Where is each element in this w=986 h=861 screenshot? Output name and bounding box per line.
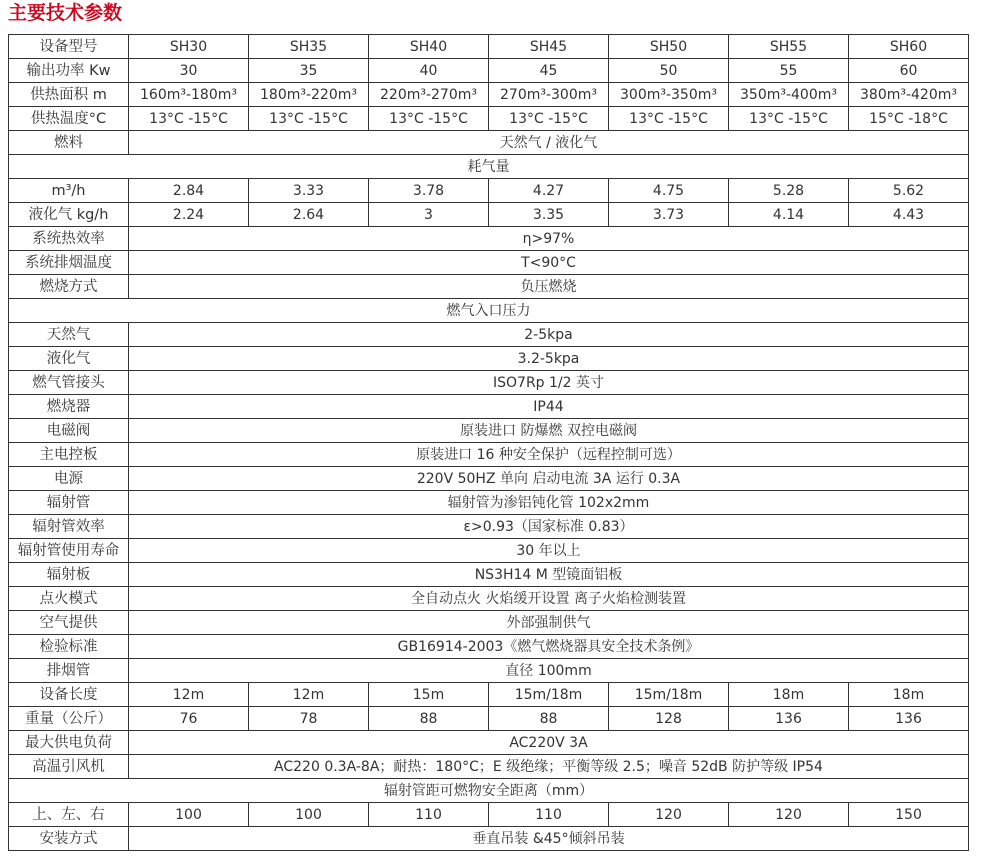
table-row [9,323,969,347]
row-value: 2-5kpa [129,323,969,347]
table-row [9,35,969,59]
table-cell: SH55 [729,35,849,59]
table-cell: 160m³-180m³ [129,83,249,107]
table-cell: 78 [249,707,369,731]
table-cell: 3.35 [489,203,609,227]
row-label: 最大供电负荷 [9,731,129,755]
row-value: 30 年以上 [129,539,969,563]
table-cell: 50 [609,59,729,83]
row-value: 原装进口 16 种安全保护（远程控制可选） [129,443,969,467]
table-row [9,563,969,587]
row-value: AC220 0.3A-8A；耐热：180°C；E 级绝缘；平衡等级 2.5；噪音 52dB 防护等级 IP54 [129,755,969,779]
row-value: 原装进口 防爆燃 双控电磁阀 [129,419,969,443]
row-label: 辐射板 [9,563,129,587]
table-cell: 110 [489,803,609,827]
table-cell: 3.73 [609,203,729,227]
table-row [9,659,969,683]
section-header: 耗气量 [9,155,969,179]
row-value: IP44 [129,395,969,419]
table-cell: 2.64 [249,203,369,227]
row-label: 主电控板 [9,443,129,467]
table-cell: 35 [249,59,369,83]
table-cell: SH40 [369,35,489,59]
table-row [9,419,969,443]
table-cell: 350m³-400m³ [729,83,849,107]
table-row [9,539,969,563]
table-cell: 88 [369,707,489,731]
row-value: ε>0.93（国家标准 0.83） [129,515,969,539]
row-label: 电源 [9,467,129,491]
row-value: AC220V 3A [129,731,969,755]
row-label: 点火模式 [9,587,129,611]
row-label: 电磁阀 [9,419,129,443]
table-cell: 136 [729,707,849,731]
table-row [9,515,969,539]
row-label: 系统热效率 [9,227,129,251]
table-cell: 4.43 [849,203,969,227]
row-label: m³/h [9,179,129,203]
table-row [9,635,969,659]
table-row [9,803,969,827]
table-row [9,707,969,731]
row-value: 3.2-5kpa [129,347,969,371]
table-cell: 15m [369,683,489,707]
table-cell: 40 [369,59,489,83]
section-header: 辐射管距可燃物安全距离（mm） [9,779,969,803]
table-row [9,347,969,371]
table-cell: 5.62 [849,179,969,203]
table-row [9,395,969,419]
row-value: 天然气 / 液化气 [129,131,969,155]
row-label: 燃气管接头 [9,371,129,395]
row-value: ISO7Rp 1/2 英寸 [129,371,969,395]
row-label: 高温引风机 [9,755,129,779]
row-value: 直径 100mm [129,659,969,683]
row-label: 重量（公斤） [9,707,129,731]
table-cell: 12m [249,683,369,707]
row-label: 燃烧方式 [9,275,129,299]
row-label: 燃料 [9,131,129,155]
table-cell: SH50 [609,35,729,59]
table-cell: 18m [729,683,849,707]
page-title: 主要技术参数 [8,2,123,24]
row-label: 天然气 [9,323,129,347]
table-cell: 120 [729,803,849,827]
row-label: 设备型号 [9,35,129,59]
table-row [9,683,969,707]
row-label: 系统排烟温度 [9,251,129,275]
section-header: 燃气入口压力 [9,299,969,323]
table-cell: 13°C -15°C [729,107,849,131]
table-cell: 4.27 [489,179,609,203]
table-cell: 76 [129,707,249,731]
table-cell: SH35 [249,35,369,59]
row-label: 检验标准 [9,635,129,659]
row-label: 安装方式 [9,827,129,851]
spec-table [8,34,969,851]
row-label: 辐射管效率 [9,515,129,539]
table-cell: 380m³-420m³ [849,83,969,107]
row-label: 供热面积 m [9,83,129,107]
table-row [9,203,969,227]
table-cell: 55 [729,59,849,83]
table-cell: 88 [489,707,609,731]
table-row [9,83,969,107]
row-label: 辐射管使用寿命 [9,539,129,563]
table-cell: 3.33 [249,179,369,203]
table-cell: 3.78 [369,179,489,203]
table-cell: 15m/18m [609,683,729,707]
row-label: 输出功率 Kw [9,59,129,83]
table-cell: 180m³-220m³ [249,83,369,107]
table-cell: 4.14 [729,203,849,227]
table-cell: SH60 [849,35,969,59]
table-row [9,227,969,251]
row-value: GB16914-2003《燃气燃烧器具安全技术条例》 [129,635,969,659]
row-label: 设备长度 [9,683,129,707]
row-value: 全自动点火 火焰缓开设置 离子火焰检测装置 [129,587,969,611]
table-cell: 2.84 [129,179,249,203]
table-row [9,179,969,203]
table-cell: 110 [369,803,489,827]
table-cell: 60 [849,59,969,83]
table-cell: 3 [369,203,489,227]
table-cell: 15m/18m [489,683,609,707]
row-label: 排烟管 [9,659,129,683]
table-cell: 270m³-300m³ [489,83,609,107]
table-cell: 12m [129,683,249,707]
table-cell: 100 [129,803,249,827]
row-label: 燃烧器 [9,395,129,419]
row-value: 辐射管为渗铝钝化管 102x2mm [129,491,969,515]
table-cell: 13°C -15°C [489,107,609,131]
table-row [9,731,969,755]
table-cell: 13°C -15°C [249,107,369,131]
table-row [9,467,969,491]
table-cell: 13°C -15°C [609,107,729,131]
table-cell: 45 [489,59,609,83]
table-row [9,587,969,611]
table-row [9,155,969,179]
row-value: T<90°C [129,251,969,275]
table-row [9,491,969,515]
table-row [9,779,969,803]
row-label: 液化气 kg/h [9,203,129,227]
row-label: 空气提供 [9,611,129,635]
table-cell: 4.75 [609,179,729,203]
table-cell: 30 [129,59,249,83]
table-row [9,251,969,275]
row-value: η>97% [129,227,969,251]
row-value: 垂直吊装 &45°倾斜吊装 [129,827,969,851]
table-cell: 150 [849,803,969,827]
table-row [9,443,969,467]
row-value: 外部强制供气 [129,611,969,635]
table-row [9,59,969,83]
row-label: 供热温度°C [9,107,129,131]
row-label: 上、左、右 [9,803,129,827]
table-cell: 100 [249,803,369,827]
table-cell: 136 [849,707,969,731]
table-cell: 2.24 [129,203,249,227]
table-cell: 15°C -18°C [849,107,969,131]
table-cell: 13°C -15°C [369,107,489,131]
table-row [9,131,969,155]
table-cell: 128 [609,707,729,731]
table-row [9,827,969,851]
row-label: 辐射管 [9,491,129,515]
table-cell: 220m³-270m³ [369,83,489,107]
table-cell: 13°C -15°C [129,107,249,131]
table-cell: 300m³-350m³ [609,83,729,107]
table-row [9,755,969,779]
table-cell: 5.28 [729,179,849,203]
table-row [9,371,969,395]
row-label: 液化气 [9,347,129,371]
table-row [9,107,969,131]
row-value: NS3H14 M 型镜面铝板 [129,563,969,587]
table-cell: SH30 [129,35,249,59]
table-row [9,611,969,635]
table-row [9,275,969,299]
table-cell: SH45 [489,35,609,59]
row-value: 负压燃烧 [129,275,969,299]
row-value: 220V 50HZ 单向 启动电流 3A 运行 0.3A [129,467,969,491]
table-cell: 120 [609,803,729,827]
table-cell: 18m [849,683,969,707]
table-row [9,299,969,323]
